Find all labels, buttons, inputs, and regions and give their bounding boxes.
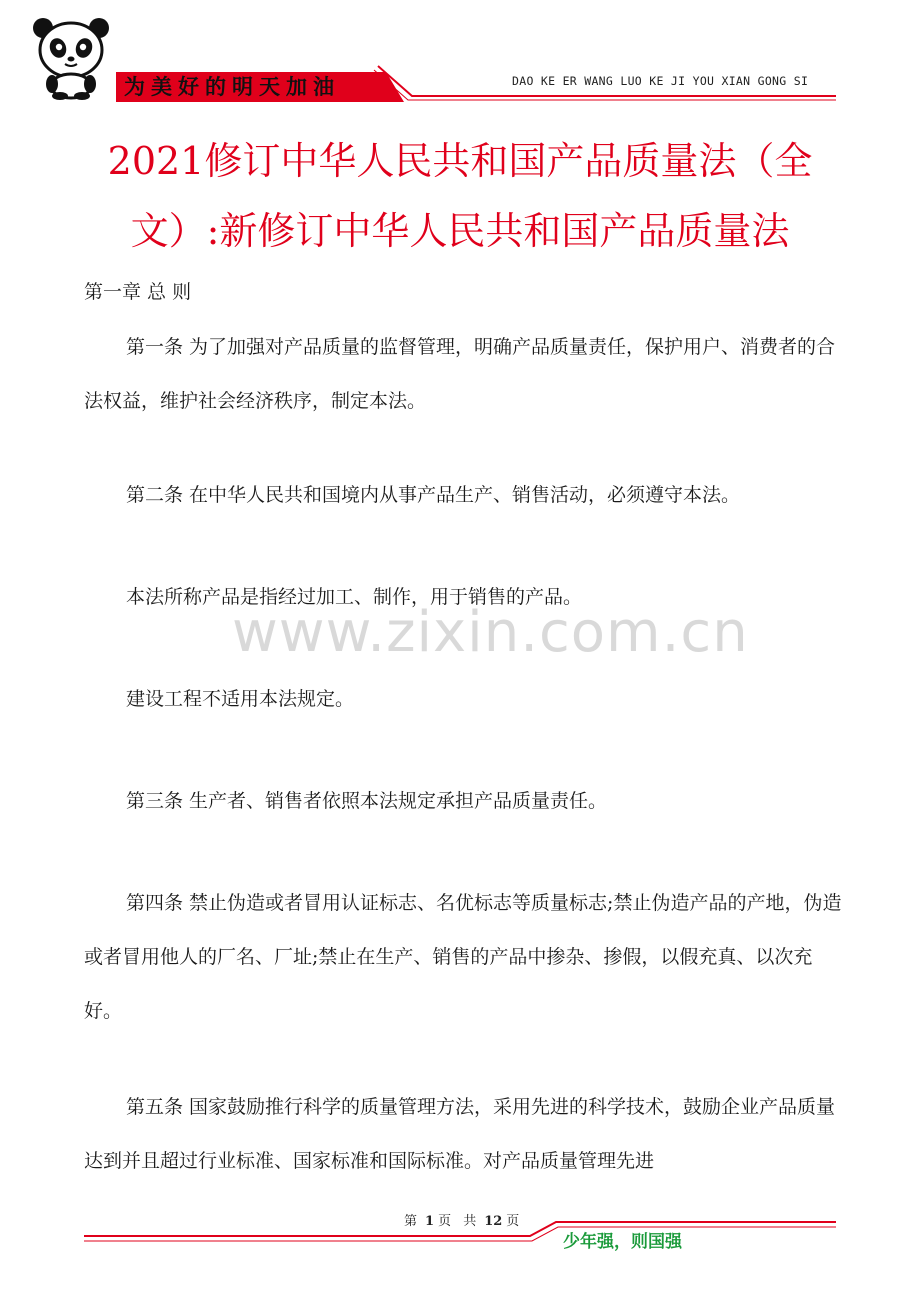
footer-slogan: 少年强，则国强 [563, 1232, 682, 1252]
watermark: www.zixin.com.cn [232, 600, 749, 665]
paragraph: 第三条 生产者、销售者依照本法规定承担产品质量责任。 [126, 790, 608, 812]
paragraph: 第四条 禁止伪造或者冒用认证标志、名优标志等质量标志;禁止伪造产品的产地，伪造或者冒用他人的厂名、厂址;禁止在生产、销售的产品中掺杂、掺假，以假充真、以次充好。 [84, 892, 842, 1022]
paragraph: 第五条 国家鼓励推行科学的质量管理方法，采用先进的科学技术，鼓励企业产品质量达到并且超过行业标准、国家标准和国际标准。对产品质量管理先进 [84, 1096, 836, 1172]
paragraph: 建设工程不适用本法规定。 [126, 688, 355, 710]
company-name: DAO KE ER WANG LUO KE JI YOU XIAN GONG SI [512, 74, 809, 88]
chapter-heading: 第一章 总 则 [84, 281, 192, 303]
document-title: 2021修订中华人民共和国产品质量法（全文）:新修订中华人民共和国产品质量法 [107, 139, 813, 253]
paragraph: 第一条 为了加强对产品质量的监督管理，明确产品质量责任，保护用户、消费者的合法权益，维护社会经济秩序，制定本法。 [84, 336, 836, 412]
footer-decoration [0, 1200, 920, 1260]
paragraph: 第二条 在中华人民共和国境内从事产品生产、销售活动，必须遵守本法。 [126, 484, 741, 506]
page-number: 第 1 页 共 12 页 [404, 1214, 524, 1229]
paragraph: 本法所称产品是指经过加工、制作，用于销售的产品。 [126, 586, 583, 608]
header-slogan: 为美好的明天加油 [124, 74, 340, 99]
